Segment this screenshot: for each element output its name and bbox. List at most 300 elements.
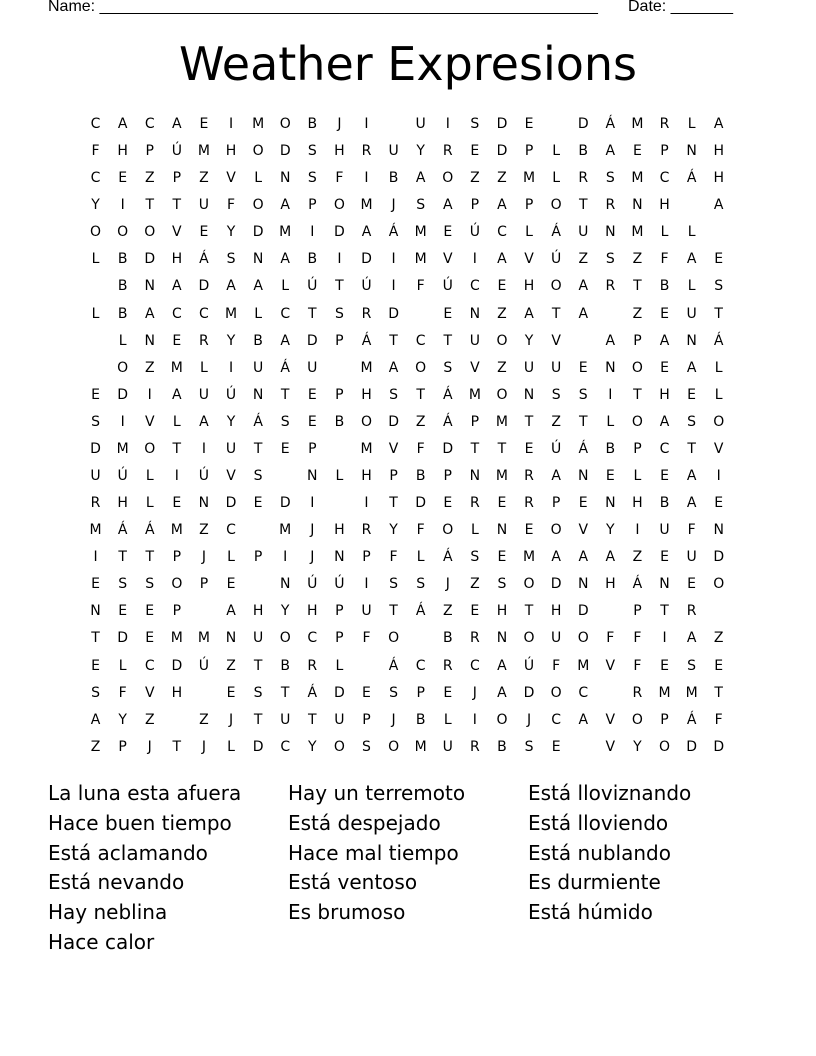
grid-letter[interactable]: S — [389, 684, 399, 701]
grid-letter[interactable]: F — [687, 522, 696, 539]
grid-letter[interactable]: A — [524, 305, 534, 322]
grid-letter[interactable]: P — [470, 197, 480, 214]
grid-letter[interactable]: N — [496, 630, 508, 647]
grid-letter[interactable]: D — [252, 738, 264, 755]
grid-letter[interactable]: S — [470, 116, 480, 132]
grid-letter[interactable]: E — [226, 576, 236, 593]
grid-letter[interactable]: I — [662, 630, 667, 647]
grid-letter[interactable]: A — [199, 413, 209, 430]
grid-letter[interactable]: Ú — [198, 468, 210, 485]
grid-letter[interactable]: B — [578, 143, 589, 160]
grid-letter[interactable]: C — [171, 305, 182, 322]
grid-letter[interactable]: Y — [280, 603, 290, 620]
grid-letter[interactable]: Z — [470, 576, 480, 593]
grid-letter[interactable]: U — [578, 224, 589, 241]
grid-letter[interactable]: L — [606, 413, 615, 430]
grid-letter[interactable]: E — [714, 657, 724, 674]
grid-letter[interactable]: E — [307, 386, 317, 403]
grid-letter[interactable]: B — [497, 738, 507, 755]
grid-letter[interactable]: B — [280, 657, 290, 674]
grid-letter[interactable]: D — [334, 224, 345, 241]
grid-letter[interactable]: M — [89, 522, 102, 539]
grid-letter[interactable]: H — [550, 603, 562, 620]
grid-letter[interactable]: O — [117, 359, 129, 376]
grid-letter[interactable]: C — [469, 657, 480, 674]
grid-letter[interactable]: P — [172, 603, 182, 620]
grid-letter[interactable]: A — [551, 549, 561, 566]
grid-letter[interactable]: D — [577, 603, 589, 620]
grid-letter[interactable]: Ú — [117, 468, 128, 485]
grid-letter[interactable]: I — [391, 251, 396, 268]
grid-letter[interactable]: I — [337, 251, 342, 268]
grid-letter[interactable]: A — [659, 413, 670, 430]
grid-letter[interactable]: J — [391, 197, 396, 214]
grid-letter[interactable]: R — [199, 332, 209, 349]
grid-letter[interactable]: O — [144, 224, 156, 241]
grid-letter[interactable]: L — [254, 305, 263, 322]
grid-letter[interactable]: L — [714, 359, 723, 376]
grid-letter[interactable]: V — [442, 251, 453, 268]
grid-letter[interactable]: Z — [470, 170, 480, 187]
grid-letter[interactable]: A — [578, 278, 589, 295]
grid-letter[interactable]: C — [226, 522, 236, 539]
grid-letter[interactable]: U — [225, 440, 237, 457]
grid-letter[interactable]: D — [415, 495, 427, 512]
grid-letter[interactable]: L — [552, 170, 561, 187]
grid-letter[interactable]: U — [686, 305, 697, 322]
grid-letter[interactable]: O — [713, 413, 725, 430]
grid-letter[interactable]: F — [633, 657, 642, 674]
grid-letter[interactable]: L — [416, 549, 425, 566]
grid-letter[interactable]: Á — [307, 684, 318, 701]
grid-letter[interactable]: N — [605, 359, 616, 376]
grid-letter[interactable]: A — [280, 251, 290, 268]
grid-letter[interactable]: F — [389, 549, 398, 566]
grid-letter[interactable]: D — [550, 576, 562, 593]
grid-letter[interactable]: A — [551, 468, 561, 485]
grid-letter[interactable]: O — [171, 576, 183, 593]
grid-letter[interactable]: D — [523, 684, 535, 701]
grid-letter[interactable]: A — [578, 305, 589, 322]
grid-letter[interactable]: D — [117, 386, 129, 403]
grid-letter[interactable]: L — [118, 657, 127, 674]
grid-letter[interactable] — [570, 736, 597, 763]
grid-letter[interactable]: E — [91, 576, 100, 593]
grid-letter[interactable]: T — [389, 332, 398, 349]
grid-letter[interactable]: T — [145, 197, 155, 214]
grid-letter[interactable]: N — [279, 576, 291, 593]
grid-letter[interactable]: U — [90, 468, 101, 485]
grid-letter[interactable]: T — [118, 549, 127, 566]
grid-letter[interactable]: Z — [90, 738, 101, 755]
grid-letter[interactable]: F — [335, 170, 344, 187]
grid-letter[interactable]: E — [660, 305, 669, 322]
grid-letter[interactable]: E — [660, 468, 669, 485]
grid-letter[interactable]: A — [686, 468, 697, 485]
grid-letter[interactable]: O — [550, 197, 562, 214]
grid-letter[interactable]: R — [361, 143, 372, 160]
grid-letter[interactable]: I — [716, 468, 721, 485]
grid-letter[interactable]: E — [524, 116, 534, 132]
grid-letter[interactable]: A — [280, 197, 290, 214]
grid-letter[interactable]: L — [443, 711, 452, 728]
grid-letter[interactable]: S — [362, 738, 371, 755]
grid-letter[interactable]: Y — [308, 738, 317, 755]
grid-letter[interactable]: A — [280, 332, 290, 349]
grid-letter[interactable]: D — [90, 440, 101, 457]
grid-letter[interactable]: A — [578, 549, 589, 566]
grid-letter[interactable]: V — [713, 440, 724, 457]
grid-letter[interactable]: Á — [280, 359, 290, 376]
grid-letter[interactable]: A — [226, 278, 236, 295]
grid-letter[interactable]: I — [228, 359, 234, 376]
grid-letter[interactable]: T — [389, 603, 398, 620]
grid-letter[interactable]: U — [252, 630, 264, 647]
grid-letter[interactable]: M — [685, 684, 698, 701]
grid-letter[interactable]: O — [550, 684, 562, 701]
grid-letter[interactable]: N — [632, 197, 643, 214]
grid-letter[interactable]: M — [170, 522, 183, 539]
grid-letter[interactable]: H — [659, 386, 670, 403]
grid-letter[interactable]: R — [442, 657, 453, 674]
grid-letter[interactable]: Y — [633, 738, 642, 755]
grid-letter[interactable]: S — [497, 576, 507, 593]
grid-letter[interactable]: C — [90, 170, 101, 187]
grid-letter[interactable]: L — [281, 278, 290, 295]
grid-letter[interactable]: H — [117, 143, 128, 160]
grid-letter[interactable]: U — [551, 630, 562, 647]
grid-letter[interactable]: E — [199, 116, 209, 132]
grid-letter[interactable]: L — [552, 143, 561, 160]
grid-letter[interactable]: L — [227, 738, 235, 755]
grid-letter[interactable]: A — [686, 251, 697, 268]
grid-letter[interactable]: E — [172, 332, 182, 349]
grid-letter[interactable] — [678, 194, 705, 221]
grid-letter[interactable]: U — [198, 197, 210, 214]
grid-letter[interactable]: E — [714, 251, 724, 268]
grid-letter[interactable]: C — [551, 711, 562, 728]
grid-letter[interactable]: V — [144, 684, 155, 701]
grid-letter[interactable]: S — [334, 305, 344, 322]
grid-letter[interactable]: D — [198, 278, 210, 295]
grid-letter[interactable]: S — [145, 576, 155, 593]
grid-letter[interactable]: D — [388, 413, 399, 430]
grid-letter[interactable]: S — [91, 684, 100, 701]
grid-letter[interactable]: N — [605, 224, 616, 241]
grid-letter[interactable]: M — [468, 386, 481, 403]
grid-letter[interactable]: Á — [388, 224, 399, 241]
grid-letter[interactable]: I — [283, 549, 288, 566]
grid-letter[interactable]: D — [388, 305, 399, 322]
grid-letter[interactable] — [190, 682, 217, 709]
grid-letter[interactable]: J — [228, 711, 234, 728]
grid-letter[interactable]: Y — [389, 522, 398, 539]
grid-letter[interactable]: Á — [442, 413, 453, 430]
grid-letter[interactable] — [82, 275, 109, 302]
grid-letter[interactable]: L — [227, 549, 235, 566]
grid-letter[interactable]: N — [577, 576, 589, 593]
grid-letter[interactable]: F — [91, 143, 100, 160]
grid-letter[interactable]: Á — [253, 413, 263, 430]
grid-letter[interactable]: R — [524, 468, 534, 485]
grid-letter[interactable]: T — [578, 197, 588, 214]
grid-letter[interactable]: Á — [415, 603, 426, 620]
grid-letter[interactable]: L — [525, 224, 533, 241]
grid-letter[interactable]: D — [496, 116, 508, 132]
grid-letter[interactable]: Ú — [225, 386, 237, 403]
grid-letter[interactable]: Á — [605, 116, 616, 132]
grid-letter[interactable]: H — [632, 495, 643, 512]
grid-letter[interactable]: E — [199, 224, 209, 241]
grid-letter[interactable]: O — [550, 522, 562, 539]
grid-letter[interactable]: Y — [524, 332, 534, 349]
grid-letter[interactable]: L — [470, 522, 479, 539]
grid-letter[interactable]: R — [469, 738, 480, 755]
grid-letter[interactable]: R — [469, 630, 480, 647]
grid-letter[interactable]: D — [225, 495, 237, 512]
grid-letter[interactable]: H — [334, 522, 345, 539]
grid-letter[interactable]: O — [279, 630, 291, 647]
grid-letter[interactable]: Z — [497, 359, 507, 376]
grid-letter[interactable]: Z — [632, 251, 643, 268]
grid-letter[interactable]: C — [144, 116, 155, 132]
grid-letter[interactable]: S — [280, 413, 290, 430]
grid-letter[interactable]: A — [253, 278, 263, 295]
grid-letter[interactable]: T — [551, 305, 561, 322]
grid-letter[interactable]: R — [632, 684, 643, 701]
grid-letter[interactable] — [380, 113, 407, 140]
grid-letter[interactable]: S — [714, 278, 724, 295]
grid-letter[interactable]: D — [713, 549, 725, 566]
grid-letter[interactable]: Z — [497, 305, 507, 322]
grid-letter[interactable]: E — [145, 630, 155, 647]
grid-letter[interactable]: E — [605, 468, 615, 485]
grid-letter[interactable]: C — [415, 657, 426, 674]
grid-letter[interactable]: O — [117, 224, 129, 241]
grid-letter[interactable]: L — [145, 468, 154, 485]
grid-letter[interactable]: N — [252, 251, 264, 268]
grid-letter[interactable]: T — [91, 630, 100, 647]
grid-letter[interactable]: T — [497, 440, 507, 457]
grid-letter[interactable] — [326, 438, 353, 465]
grid-letter[interactable]: I — [472, 711, 477, 728]
grid-letter[interactable]: Z — [497, 170, 507, 187]
grid-letter[interactable]: O — [523, 576, 535, 593]
grid-letter[interactable] — [705, 600, 732, 627]
grid-letter[interactable]: A — [442, 197, 453, 214]
grid-letter[interactable]: I — [174, 468, 179, 485]
grid-letter[interactable]: H — [713, 170, 724, 187]
grid-letter[interactable]: O — [333, 738, 345, 755]
grid-letter[interactable]: B — [117, 305, 128, 322]
grid-letter[interactable]: R — [578, 170, 589, 187]
grid-letter[interactable]: F — [660, 251, 669, 268]
grid-letter[interactable] — [407, 627, 434, 654]
grid-letter[interactable] — [190, 600, 217, 627]
grid-letter[interactable]: B — [415, 468, 426, 485]
grid-letter[interactable]: E — [253, 495, 263, 512]
grid-letter[interactable]: Á — [686, 170, 697, 187]
grid-letter[interactable]: E — [660, 549, 669, 566]
grid-letter[interactable]: L — [254, 170, 263, 187]
grid-letter[interactable]: L — [714, 386, 723, 403]
grid-letter[interactable]: Z — [144, 170, 155, 187]
grid-letter[interactable]: E — [632, 143, 642, 160]
grid-letter[interactable]: R — [686, 603, 697, 620]
grid-letter[interactable]: A — [497, 197, 507, 214]
grid-letter[interactable]: R — [605, 197, 616, 214]
grid-letter[interactable]: B — [117, 251, 128, 268]
grid-letter[interactable]: I — [635, 522, 640, 539]
grid-letter[interactable]: R — [361, 522, 372, 539]
grid-letter[interactable]: A — [172, 116, 182, 132]
grid-letter[interactable]: S — [687, 657, 697, 674]
grid-letter[interactable]: S — [605, 251, 615, 268]
grid-letter[interactable]: N — [496, 522, 508, 539]
grid-letter[interactable]: I — [310, 495, 315, 512]
grid-letter[interactable]: N — [523, 386, 535, 403]
grid-letter[interactable]: V — [226, 170, 236, 187]
grid-letter[interactable]: D — [117, 630, 129, 647]
grid-letter[interactable]: B — [659, 495, 670, 512]
grid-letter[interactable]: A — [686, 359, 697, 376]
grid-letter[interactable]: M — [523, 549, 536, 566]
grid-letter[interactable]: R — [442, 143, 453, 160]
grid-letter[interactable]: L — [200, 359, 208, 376]
grid-letter[interactable]: T — [145, 549, 155, 566]
grid-letter[interactable]: S — [253, 684, 263, 701]
grid-letter[interactable]: N — [686, 143, 697, 160]
grid-letter[interactable]: M — [279, 224, 292, 241]
grid-letter[interactable]: E — [497, 549, 507, 566]
grid-letter[interactable]: L — [687, 224, 696, 241]
grid-letter[interactable]: L — [660, 224, 669, 241]
grid-letter[interactable]: S — [551, 386, 561, 403]
grid-letter[interactable] — [82, 357, 109, 384]
grid-letter[interactable]: E — [443, 495, 453, 512]
grid-letter[interactable]: U — [280, 711, 291, 728]
grid-letter[interactable]: L — [118, 332, 127, 349]
grid-letter[interactable]: H — [334, 143, 345, 160]
grid-letter[interactable] — [597, 682, 624, 709]
grid-letter[interactable]: A — [226, 603, 236, 620]
grid-letter[interactable]: T — [524, 603, 534, 620]
grid-letter[interactable]: B — [307, 116, 318, 132]
grid-letter[interactable]: Ú — [361, 278, 372, 295]
grid-letter[interactable]: S — [118, 576, 128, 593]
grid-letter[interactable]: A — [686, 630, 697, 647]
grid-letter[interactable]: L — [687, 116, 696, 132]
grid-letter[interactable]: Y — [91, 197, 100, 214]
grid-letter[interactable]: D — [306, 332, 318, 349]
grid-letter[interactable]: D — [686, 738, 697, 755]
grid-letter[interactable]: U — [686, 549, 697, 566]
grid-letter[interactable]: E — [470, 603, 480, 620]
grid-letter[interactable]: D — [279, 143, 291, 160]
grid-letter[interactable]: T — [308, 305, 317, 322]
grid-letter[interactable]: E — [226, 684, 236, 701]
grid-letter[interactable]: H — [605, 576, 616, 593]
grid-letter[interactable]: O — [144, 440, 156, 457]
grid-letter[interactable]: U — [361, 603, 372, 620]
grid-letter[interactable]: P — [443, 468, 452, 485]
grid-letter[interactable]: N — [577, 468, 589, 485]
grid-letter[interactable]: O — [631, 413, 643, 430]
grid-letter[interactable]: L — [335, 657, 344, 674]
grid-letter[interactable]: P — [416, 684, 425, 701]
grid-letter[interactable]: L — [145, 495, 154, 512]
grid-letter[interactable]: B — [307, 251, 318, 268]
grid-letter[interactable]: Z — [144, 711, 155, 728]
grid-letter[interactable]: M — [360, 440, 373, 457]
grid-letter[interactable]: I — [445, 116, 450, 132]
grid-letter[interactable]: I — [364, 495, 369, 512]
grid-letter[interactable]: L — [91, 251, 100, 268]
grid-letter[interactable]: Y — [226, 224, 236, 241]
grid-letter[interactable]: P — [118, 738, 127, 755]
grid-letter[interactable] — [543, 113, 570, 140]
grid-letter[interactable]: T — [172, 738, 182, 755]
grid-letter[interactable]: U — [334, 711, 345, 728]
grid-letter[interactable]: C — [497, 224, 507, 241]
grid-letter[interactable]: J — [337, 116, 342, 132]
grid-letter[interactable]: M — [224, 305, 238, 322]
grid-letter[interactable]: A — [497, 251, 507, 268]
grid-letter[interactable]: D — [334, 684, 345, 701]
date-field[interactable]: Date: _______ — [628, 0, 733, 15]
grid-letter[interactable]: Á — [361, 332, 372, 349]
grid-letter[interactable]: P — [172, 549, 182, 566]
grid-letter[interactable]: C — [578, 684, 589, 701]
grid-letter[interactable]: E — [91, 657, 100, 674]
grid-letter[interactable]: E — [524, 522, 534, 539]
grid-letter[interactable]: I — [93, 549, 98, 566]
grid-letter[interactable]: O — [523, 630, 535, 647]
grid-letter[interactable]: A — [497, 657, 507, 674]
grid-letter[interactable]: E — [172, 495, 182, 512]
grid-letter[interactable]: F — [362, 630, 371, 647]
grid-letter[interactable]: Ú — [523, 657, 535, 674]
grid-letter[interactable]: I — [201, 440, 206, 457]
grid-letter[interactable]: Á — [442, 386, 453, 403]
grid-letter[interactable]: O — [496, 711, 508, 728]
grid-letter[interactable]: E — [687, 576, 697, 593]
grid-letter[interactable]: Y — [606, 522, 615, 539]
grid-letter[interactable]: F — [118, 684, 127, 701]
grid-letter[interactable]: F — [416, 440, 425, 457]
grid-letter[interactable]: J — [445, 576, 450, 593]
grid-letter[interactable]: B — [253, 332, 263, 349]
grid-letter[interactable]: P — [524, 143, 534, 160]
grid-letter[interactable]: P — [633, 440, 642, 457]
grid-letter[interactable]: P — [660, 143, 669, 160]
grid-letter[interactable]: F — [714, 711, 723, 728]
grid-letter[interactable]: C — [144, 657, 155, 674]
grid-letter[interactable]: I — [364, 576, 369, 593]
grid-letter[interactable]: Ú — [442, 278, 453, 295]
grid-letter[interactable]: P — [172, 170, 182, 187]
grid-letter[interactable]: F — [416, 522, 425, 539]
grid-letter[interactable]: Á — [578, 440, 589, 457]
grid-letter[interactable]: T — [253, 657, 263, 674]
grid-letter[interactable]: N — [225, 630, 237, 647]
grid-letter[interactable]: Á — [632, 576, 643, 593]
grid-letter[interactable]: T — [714, 684, 723, 701]
grid-letter[interactable]: E — [280, 440, 290, 457]
grid-letter[interactable] — [407, 303, 434, 330]
grid-letter[interactable]: V — [524, 251, 534, 268]
grid-letter[interactable]: O — [550, 278, 562, 295]
